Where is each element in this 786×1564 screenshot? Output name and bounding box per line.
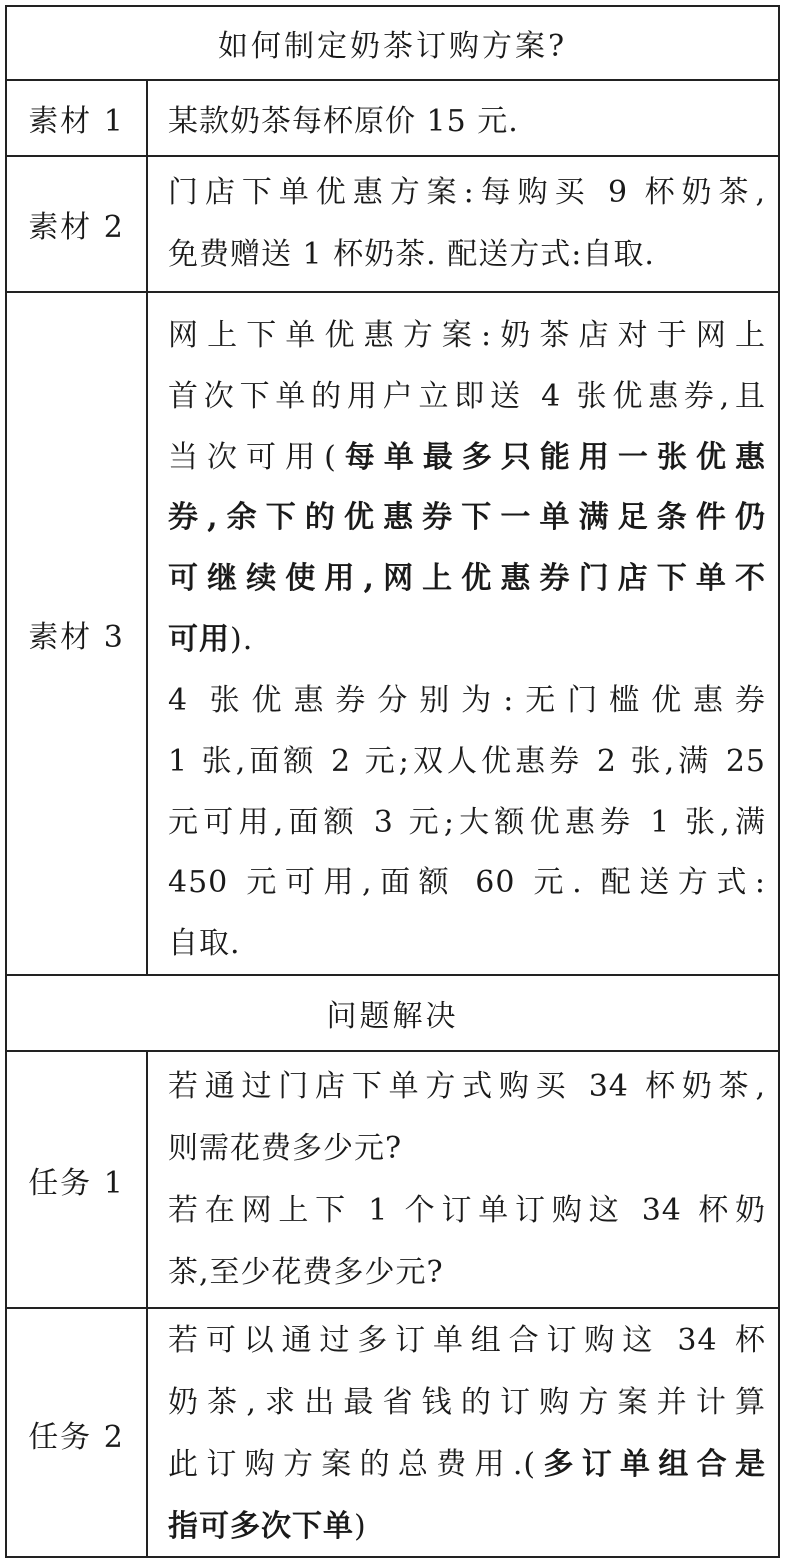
task-2-line-2: 奶茶,求出最省钱的订购方案并计算 <box>168 1384 766 1420</box>
task-1-line-3: 若在网上下 1 个订单订购这 34 杯奶 <box>168 1192 766 1228</box>
material-2-line-2: 免费赠送 1 杯奶茶. 配送方式:自取. <box>168 237 655 272</box>
material-content-2 <box>148 157 778 291</box>
task-label-2: 任务 2 <box>7 1309 148 1558</box>
material-3-line-8: 1 张,面额 2 元;双人优惠券 2 张,满 25 <box>168 743 766 779</box>
task-1-line-4: 茶,至少花费多少元? <box>168 1254 444 1290</box>
material-3-line-11: 自取. <box>168 926 241 962</box>
material-row-2 <box>7 157 778 293</box>
material-3-line-2: 首次下单的用户立即送 4 张优惠券,且 <box>168 378 766 414</box>
problem-table <box>5 5 780 1558</box>
material-1-line-1: 某款奶茶每杯原价 15 元. <box>168 104 519 139</box>
material-3-line-4: 券,余下的优惠券下一单满足条件仍 <box>168 500 766 536</box>
task-2-line-4-b: ) <box>354 1508 367 1544</box>
material-3-line-7: 4 张优惠券分别为:无门槛优惠券 <box>168 682 766 718</box>
material-2-line-1: 门店下单优惠方案:每购买 9 杯奶茶, <box>168 175 766 210</box>
task-2-line-3-a: 此订购方案的总费用.( <box>168 1446 537 1482</box>
material-row-1 <box>7 81 778 157</box>
table-title <box>7 7 778 81</box>
task-content-2 <box>148 1309 778 1558</box>
task-label-1: 任务 1 <box>7 1052 148 1307</box>
task-2-line-4 <box>168 1496 766 1558</box>
material-3-line-6-a: 可用 <box>168 622 230 658</box>
material-3-line-1: 网上下单优惠方案:奶茶店对于网上 <box>168 318 766 353</box>
task-content-1 <box>148 1052 778 1307</box>
task-2-line-1: 若可以通过多订单组合订购这 34 杯 <box>168 1322 766 1358</box>
material-3-line-3-b: 每单最多只能用一张优惠 <box>336 439 766 475</box>
material-3-line-3 <box>168 427 766 488</box>
task-2-line-3 <box>168 1434 766 1496</box>
task-row-2 <box>7 1309 778 1558</box>
title-text: 如何制定奶茶订购方案? <box>217 29 568 64</box>
material-3-line-6 <box>168 609 766 670</box>
section-title-text: 问题解决 <box>326 999 459 1034</box>
material-content-3 <box>148 293 778 974</box>
section-title-row <box>7 976 778 1052</box>
material-row-3 <box>7 293 778 976</box>
material-3-line-10: 450 元可用,面额 60 元. 配送方式: <box>168 865 766 901</box>
task-1-line-1: 若通过门店下单方式购买 34 杯奶茶, <box>168 1068 766 1104</box>
task-2-line-4-a: 指可多次下单 <box>168 1508 354 1544</box>
material-label-2: 素材 2 <box>7 157 148 291</box>
task-1-line-2: 则需花费多少元? <box>168 1130 403 1166</box>
task-2-line-3-b: 多订单组合是 <box>536 1446 766 1482</box>
material-3-line-3-a: 当次可用( <box>168 439 337 475</box>
task-row-1 <box>7 1052 778 1309</box>
material-content-1 <box>148 81 778 155</box>
material-label-3: 素材 3 <box>7 293 148 974</box>
material-3-line-5: 可继续使用,网上优惠券门店下单不 <box>168 561 766 597</box>
material-3-line-6-b: ). <box>230 622 254 658</box>
material-3-line-9: 元可用,面额 3 元;大额优惠券 1 张,满 <box>168 804 766 840</box>
material-label-1: 素材 1 <box>7 81 148 155</box>
